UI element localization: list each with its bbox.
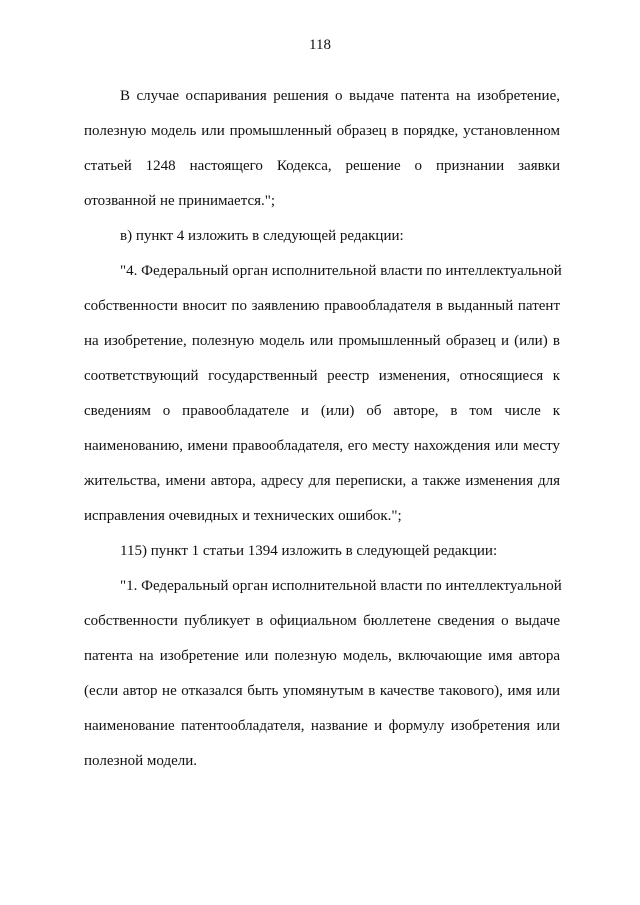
text-line: сведениям о правообладателе и (или) об авторе, в том числе к (84, 403, 560, 419)
text-line: статьей 1248 настоящего Кодекса, решение о признании заявки (84, 158, 560, 174)
text-line: В случае оспаривания решения о выдаче патента на изобретение, (120, 88, 560, 104)
text-line: (если автор не отказался быть упомянутым в качестве такового), имя или (84, 683, 560, 699)
text-line: в) пункт 4 изложить в следующей редакции: (120, 228, 404, 244)
text-line: исправления очевидных и технических ошибок."; (84, 508, 402, 524)
text-line: наименование патентообладателя, название и формулу изобретения или (84, 718, 560, 734)
text-line: собственности публикует в официальном бюллетене сведения о выдаче (84, 613, 560, 629)
text-line: 115) пункт 1 статьи 1394 изложить в следующей редакции: (120, 543, 498, 559)
text-line: "4. Федеральный орган исполнительной власти по интеллектуальной (120, 263, 562, 279)
text-line: полезную модель или промышленный образец в порядке, установленном (84, 123, 560, 139)
text-line: отозванной не принимается."; (84, 193, 276, 209)
text-line: жительства, имени автора, адресу для переписки, а также изменения для (84, 473, 560, 489)
text-line: "1. Федеральный орган исполнительной власти по интеллектуальной (120, 578, 562, 594)
text-line: патента на изобретение или полезную модель, включающие имя автора (84, 648, 560, 664)
text-line: на изобретение, полезную модель или промышленный образец и (или) в (84, 333, 560, 349)
page-number: 118 (309, 37, 331, 53)
text-line: собственности вносит по заявлению правообладателя в выданный патент (84, 298, 560, 314)
text-line: наименованию, имени правообладателя, его месту нахождения или месту (84, 438, 560, 454)
text-line: полезной модели. (84, 753, 197, 769)
text-line: соответствующий государственный реестр изменения, относящиеся к (84, 368, 560, 384)
